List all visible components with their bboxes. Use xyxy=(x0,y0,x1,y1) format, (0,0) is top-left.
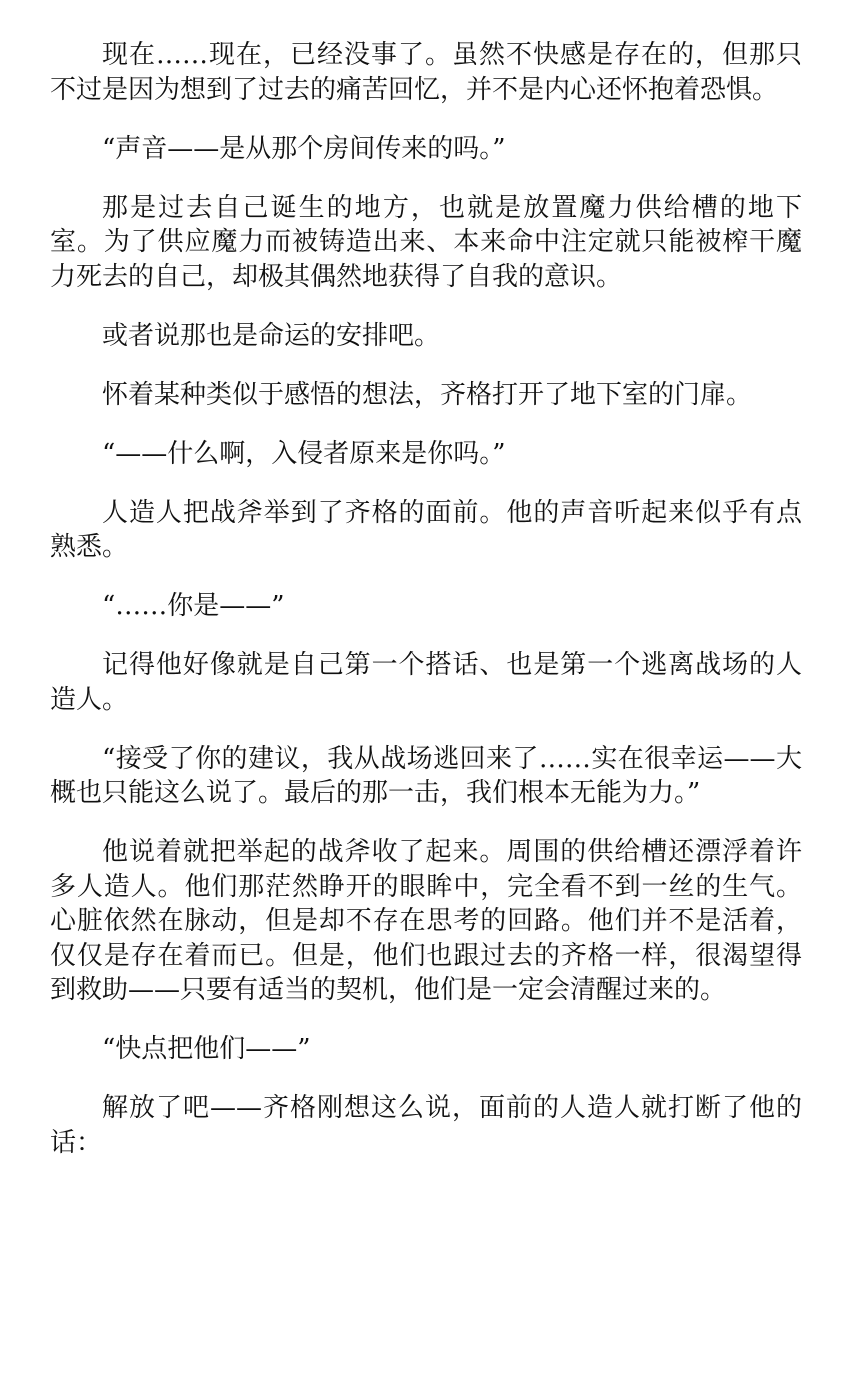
paragraph: 人造人把战斧举到了齐格的面前。他的声音听起来似乎有点熟悉。 xyxy=(50,497,802,562)
paragraph: “接受了你的建议，我从战场逃回来了……实在很幸运——大概也只能这么说了。最后的那一击，我们根本无能为力。” xyxy=(50,743,802,808)
paragraph: “快点把他们——” xyxy=(102,1034,311,1064)
paragraph: 那是过去自己诞生的地方，也就是放置魔力供给槽的地下室。为了供应魔力而被铸造出来、本来命中注定就只能被榨干魔力死去的自己，却极其偶然地获得了自我的意识。 xyxy=(50,192,802,292)
paragraph: “……你是——” xyxy=(102,591,285,621)
paragraph: 或者说那也是命运的安排吧。 xyxy=(102,320,441,351)
paragraph: 记得他好像就是自己第一个搭话、也是第一个逃离战场的人造人。 xyxy=(50,650,802,715)
paragraph: 现在……现在，已经没事了。虽然不快感是存在的，但那只不过是因为想到了过去的痛苦回忆，并不是内心还怀抱着恐惧。 xyxy=(50,40,802,105)
page-text xyxy=(50,38,802,1185)
paragraph: “声音——是从那个房间传来的吗。” xyxy=(102,133,506,164)
paragraph: 解放了吧——齐格刚想这么说，面前的人造人就打断了他的话： xyxy=(50,1093,802,1158)
paragraph: 他说着就把举起的战斧收了起来。周围的供给槽还漂浮着许多人造人。他们那茫然睁开的眼眸中，完全看不到一丝的生气。心脏依然在脉动，但是却不存在思考的回路。他们并不是活着，仅仅是存在着而已。但是，他们也跟过去的齐格一样，很渴望得到救助——只要有适当的契机，他们是一定会清醒过来的。 xyxy=(50,837,802,1005)
paragraph: 怀着某种类似于感悟的想法，齐格打开了地下室的门扉。 xyxy=(102,379,753,410)
paragraph: “——什么啊，入侵者原来是你吗。” xyxy=(102,438,506,469)
